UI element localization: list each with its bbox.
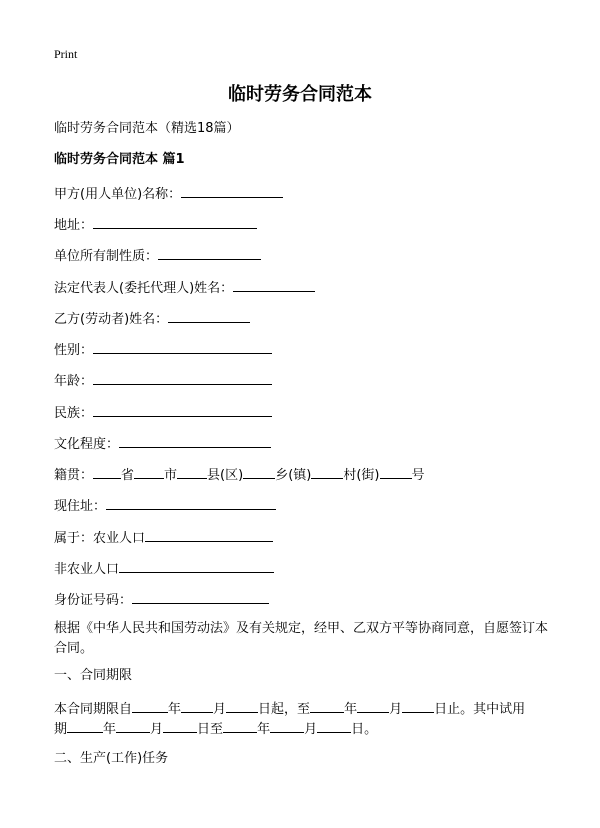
- section1-title: 一、合同期限: [54, 668, 133, 683]
- field-representative: [54, 278, 315, 297]
- field-current-address: [54, 496, 276, 515]
- blank-line: [311, 465, 343, 479]
- term-text: 年: [168, 702, 182, 717]
- field-label: 身份证号码：: [54, 593, 133, 608]
- field-ownership: [54, 246, 261, 265]
- field-label: 地址：: [54, 218, 94, 233]
- field-label: 非农业人口: [54, 562, 120, 577]
- field-non-agri: [54, 559, 274, 578]
- field-party-a: [54, 184, 283, 203]
- blank-line: [93, 403, 272, 417]
- field-label: 单位所有制性质：: [54, 249, 159, 264]
- blank-line: [145, 528, 273, 542]
- field-belongs-to: [54, 528, 273, 547]
- field-education: [54, 434, 271, 453]
- term-text: 月: [389, 702, 403, 717]
- blank-line: [158, 246, 261, 260]
- field-label: 法定代表人(委托代理人)姓名：: [54, 281, 234, 296]
- unit-label: 县(区): [207, 468, 244, 483]
- field-label: 民族：: [54, 406, 94, 421]
- term-text: 日起，至: [258, 702, 311, 717]
- blank-line: [132, 590, 269, 604]
- term-text: 月: [213, 702, 227, 717]
- unit-label: 市: [164, 468, 178, 483]
- term-text: 日至: [197, 722, 224, 737]
- document-title: 临时劳务合同范本: [228, 84, 372, 105]
- blank-line: [177, 465, 207, 479]
- blank-line: [106, 496, 276, 510]
- blank-line: [233, 278, 315, 292]
- term-text: 日止。其中试用: [434, 702, 526, 717]
- term-text: 日。: [351, 722, 378, 737]
- blank-line: [181, 184, 283, 198]
- blank-line: [223, 719, 257, 733]
- field-label: 甲方(用人单位)名称：: [54, 187, 182, 202]
- term-text: 年: [103, 722, 117, 737]
- term-text: 月: [150, 722, 164, 737]
- term-line-1: [54, 699, 525, 718]
- field-label: 文化程度：: [54, 437, 120, 452]
- blank-line: [168, 309, 250, 323]
- blank-line: [317, 719, 351, 733]
- blank-line: [93, 371, 272, 385]
- field-label: 属于：农业人口: [54, 531, 146, 546]
- print-link[interactable]: Print: [54, 47, 78, 61]
- blank-line: [67, 719, 103, 733]
- blank-line: [402, 699, 434, 713]
- unit-label: 乡(镇): [275, 468, 312, 483]
- blank-line: [116, 719, 150, 733]
- blank-line: [357, 699, 389, 713]
- blank-line: [380, 465, 412, 479]
- blank-line: [163, 719, 197, 733]
- field-id-number: [54, 590, 269, 609]
- blank-line: [119, 559, 274, 573]
- blank-line: [310, 699, 344, 713]
- blank-line: [270, 719, 304, 733]
- blank-line: [93, 215, 257, 229]
- unit-label: 村(街): [343, 468, 380, 483]
- intro-paragraph: 根据《中华人民共和国劳动法》及有关规定，经甲、乙双方平等协商同意，自愿签订本合同。: [54, 621, 549, 656]
- term-text: 年: [344, 702, 358, 717]
- field-gender: [54, 340, 272, 359]
- term-text: 年: [257, 722, 271, 737]
- field-label: 乙方(劳动者)姓名：: [54, 312, 169, 327]
- field-address: [54, 215, 257, 234]
- term-line-2: [54, 719, 377, 738]
- section-heading: 临时劳务合同范本 篇1: [54, 152, 185, 167]
- unit-label: 省: [121, 468, 135, 483]
- blank-line: [181, 699, 213, 713]
- blank-line: [226, 699, 258, 713]
- blank-line: [93, 340, 272, 354]
- term-text: 本合同期限自: [54, 702, 133, 717]
- blank-line: [134, 465, 164, 479]
- term-text: 期: [54, 722, 68, 737]
- field-ethnicity: [54, 403, 272, 422]
- field-party-b: [54, 309, 250, 328]
- field-label: 籍贯：: [54, 468, 94, 483]
- field-label: 性别：: [54, 343, 94, 358]
- section2-title: 二、生产(工作)任务: [54, 751, 169, 766]
- term-text: 月: [304, 722, 318, 737]
- document-subtitle: 临时劳务合同范本（精选18篇）: [54, 121, 240, 136]
- field-age: [54, 371, 272, 390]
- field-label: 年龄：: [54, 374, 94, 389]
- field-label: 现住址：: [54, 499, 107, 514]
- blank-line: [243, 465, 275, 479]
- field-native-place: [54, 465, 425, 484]
- blank-line: [132, 699, 168, 713]
- blank-line: [119, 434, 271, 448]
- unit-label: 号: [411, 468, 425, 483]
- blank-line: [93, 465, 121, 479]
